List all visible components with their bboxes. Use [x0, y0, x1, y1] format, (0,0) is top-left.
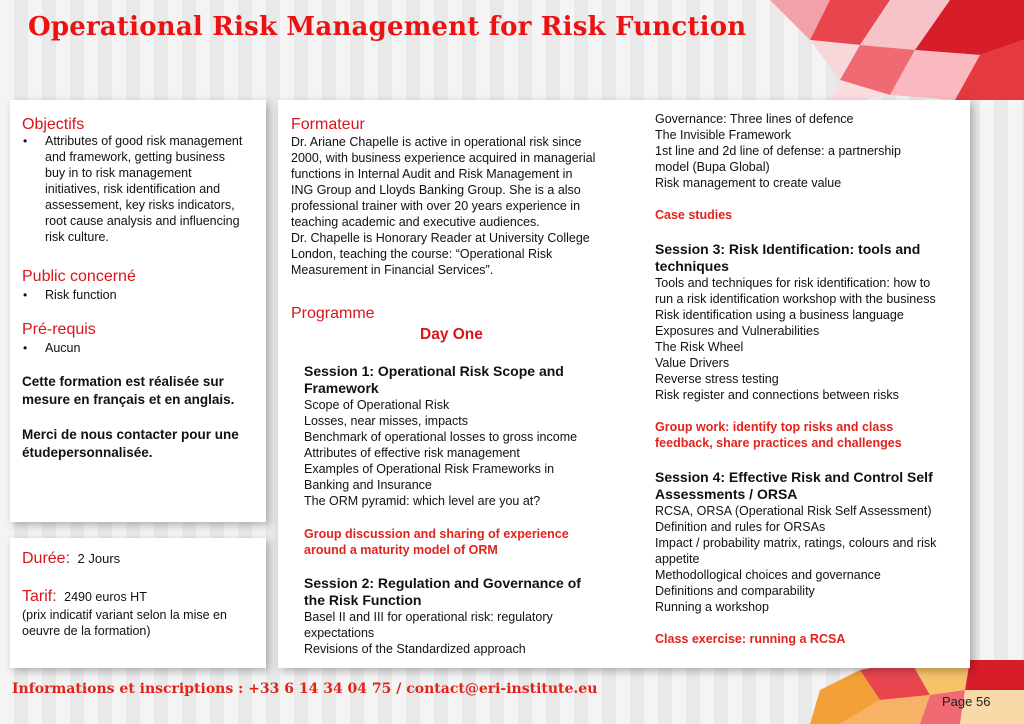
objectifs-heading: Objectifs: [22, 116, 85, 133]
session3-title: techniques: [655, 258, 729, 274]
page-title: Operational Risk Management for Risk Function: [28, 12, 747, 42]
formateur-line: London, teaching the course: “Operational Risk: [291, 247, 553, 261]
session1-title: Session 1: Operational Risk Scope and: [304, 363, 564, 379]
session3-line: The Risk Wheel: [655, 340, 744, 354]
governance-line: model (Bupa Global): [655, 160, 770, 174]
contact-note: Merci de nous contacter pour une: [22, 427, 239, 442]
formateur-line: Measurement in Financial Services”.: [291, 263, 494, 277]
formateur-line: functions in Internal Audit and Risk Management in: [291, 167, 573, 181]
objectifs-line: assessement, key risks indicators,: [45, 198, 235, 212]
objectifs-line: buy in to risk management: [45, 166, 192, 180]
session3-line: Value Drivers: [655, 356, 730, 370]
day-heading: Day One: [420, 326, 483, 343]
case-studies: Case studies: [655, 208, 733, 222]
public-bullet: •: [23, 288, 28, 302]
formateur-line: teaching academic and executive audiences.: [291, 215, 540, 229]
session3-line: run a risk identification workshop with the business: [655, 292, 936, 306]
contact-note: étudepersonnalisée.: [22, 445, 153, 460]
governance-line: Governance: Three lines of defence: [655, 112, 854, 126]
formateur-line: Dr. Chapelle is Honorary Reader at University College: [291, 231, 590, 245]
objectifs-line: risk culture.: [45, 230, 109, 244]
group-work: feedback, share practices and challenges: [655, 436, 902, 450]
contact-info: Informations et inscriptions : +33 6 14 34 04 75 / contact@eri-institute.eu: [12, 681, 598, 697]
price-label: Tarif:: [22, 588, 57, 605]
language-note: mesure en français et en anglais.: [22, 392, 235, 407]
session2-line: Basel II and III for operational risk: regulatory: [304, 610, 553, 624]
formateur-line: 2000, with business experience acquired in managerial: [291, 151, 596, 165]
programme-heading: Programme: [291, 305, 375, 322]
objectifs-line: and framework, getting business: [45, 150, 225, 164]
price-row: [22, 588, 147, 606]
formateur-line: ING Group and Lloyds Banking Group. She is a also: [291, 183, 581, 197]
price-note: (prix indicatif variant selon la mise en: [22, 608, 227, 622]
session2-title: the Risk Function: [304, 592, 422, 608]
objectifs-bullet: •: [23, 134, 28, 148]
class-exercise: Class exercise: running a RCSA: [655, 632, 846, 646]
objectifs-line: initiatives, risk identification and: [45, 182, 221, 196]
group-work: Group work: identify top risks and class: [655, 420, 894, 434]
session3-line: Exposures and Vulnerabilities: [655, 324, 820, 338]
session4-line: Impact / probability matrix, ratings, colours and risk: [655, 536, 937, 550]
objectifs-line: root cause analysis and influencing: [45, 214, 240, 228]
page-number: Page 56: [942, 694, 991, 709]
public-heading: Public concerné: [22, 268, 136, 285]
session2-title: Session 2: Regulation and Governance of: [304, 575, 581, 591]
session1-line: Examples of Operational Risk Frameworks in: [304, 462, 555, 476]
governance-line: Risk management to create value: [655, 176, 842, 190]
session3-title: Session 3: Risk Identification: tools and: [655, 241, 921, 257]
decorative-polygons-bottom: [800, 660, 1024, 724]
session1-line: Attributes of effective risk management: [304, 446, 520, 460]
public-item: Risk function: [45, 288, 117, 302]
objectifs-line: Attributes of good risk management: [45, 134, 243, 148]
session2-line: expectations: [304, 626, 375, 640]
session4-line: appetite: [655, 552, 700, 566]
session1-line: Banking and Insurance: [304, 478, 432, 492]
session4-line: Definitions and comparability: [655, 584, 815, 598]
duration-row: [22, 550, 120, 568]
formateur-heading: Formateur: [291, 116, 365, 133]
session3-line: Risk identification using a business language: [655, 308, 904, 322]
decorative-polygons-top: [740, 0, 1024, 100]
session4-title: Assessments / ORSA: [655, 486, 798, 502]
group-discussion: Group discussion and sharing of experience: [304, 527, 569, 541]
session3-line: Tools and techniques for risk identification: how to: [655, 276, 931, 290]
language-note: Cette formation est réalisée sur: [22, 374, 224, 389]
session1-line: Scope of Operational Risk: [304, 398, 450, 412]
duration-value: 2 Jours: [77, 551, 121, 566]
group-discussion: around a maturity model of ORM: [304, 543, 498, 557]
session3-line: Risk register and connections between risks: [655, 388, 899, 402]
governance-line: The Invisible Framework: [655, 128, 792, 142]
session4-line: Methodollogical choices and governance: [655, 568, 881, 582]
price-note: oeuvre de la formation): [22, 624, 151, 638]
formateur-line: Dr. Ariane Chapelle is active in operational risk since: [291, 135, 582, 149]
prereq-bullet: •: [23, 341, 28, 355]
session1-line: Losses, near misses, impacts: [304, 414, 468, 428]
session3-line: Reverse stress testing: [655, 372, 779, 386]
session4-line: Definition and rules for ORSAs: [655, 520, 826, 534]
session1-line: The ORM pyramid: which level are you at?: [304, 494, 541, 508]
session2-line: Revisions of the Standardized approach: [304, 642, 526, 656]
prereq-item: Aucun: [45, 341, 81, 355]
governance-line: 1st line and 2d line of defense: a partnership: [655, 144, 902, 158]
formateur-line: professional trainer with over 20 years experience in: [291, 199, 581, 213]
session4-line: RCSA, ORSA (Operational Risk Self Assessment): [655, 504, 932, 518]
session4-line: Running a workshop: [655, 600, 769, 614]
session4-title: Session 4: Effective Risk and Control Self: [655, 469, 933, 485]
price-value: 2490 euros HT: [64, 590, 147, 604]
prereq-heading: Pré-requis: [22, 321, 96, 338]
session1-title: Framework: [304, 380, 379, 396]
duration-label: Durée:: [22, 550, 71, 567]
session1-line: Benchmark of operational losses to gross income: [304, 430, 578, 444]
